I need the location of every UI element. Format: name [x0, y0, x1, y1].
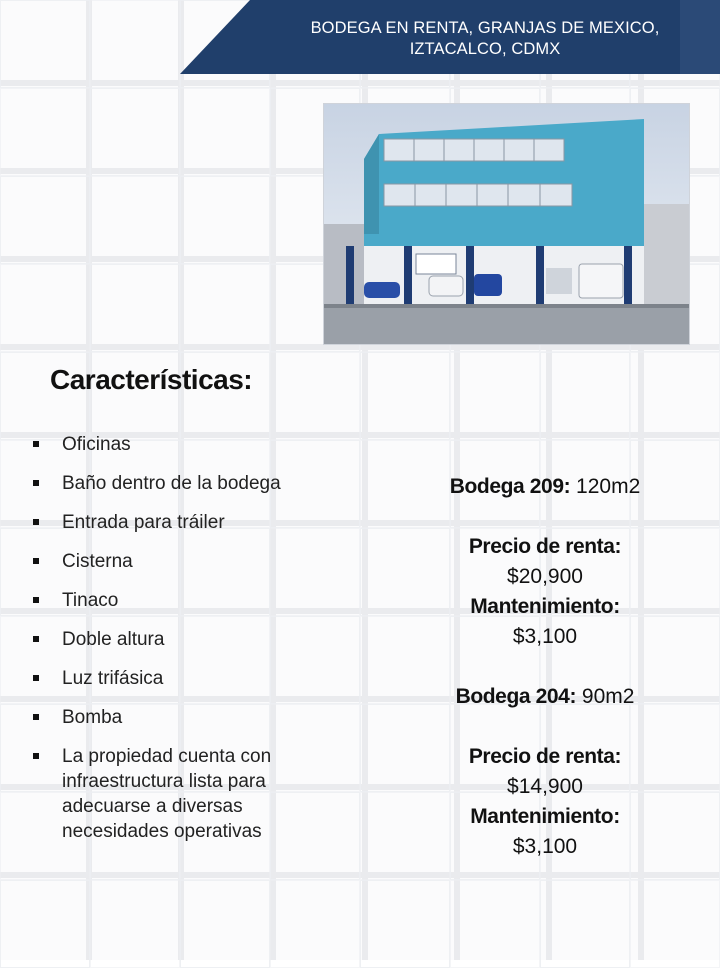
feature-text: Tinaco — [62, 590, 119, 611]
background-tile — [270, 880, 360, 968]
feature-text: Doble altura — [62, 629, 165, 650]
background-tile — [90, 176, 180, 264]
background-tile — [180, 176, 270, 264]
warehouse-photo — [323, 103, 690, 345]
background-tile — [540, 352, 630, 440]
background-tile — [450, 880, 540, 968]
features-list — [30, 432, 330, 858]
list-item — [30, 588, 330, 613]
unit-209 — [425, 472, 665, 652]
feature-text: Entrada para tráiler — [62, 512, 225, 533]
background-tile — [0, 88, 90, 176]
feature-text: La propiedad cuenta con infraestructura lista para adecuarse a diversas necesidades operativas — [62, 746, 272, 842]
spacer — [425, 502, 665, 532]
list-item — [30, 705, 330, 730]
list-item — [30, 471, 330, 496]
page-title — [255, 18, 715, 60]
bullet-icon — [33, 558, 39, 564]
background-tile — [630, 880, 720, 968]
title-line-2: IZTACALCO, CDMX — [409, 40, 561, 58]
list-item — [30, 744, 330, 844]
title-line-1: BODEGA EN RENTA, GRANJAS DE MEXICO, — [310, 19, 660, 37]
bullet-icon — [33, 519, 39, 525]
background-tile — [90, 88, 180, 176]
unit-204 — [425, 682, 665, 862]
background-tile — [0, 264, 90, 352]
pricing-column — [425, 472, 665, 862]
list-item — [30, 510, 330, 535]
bullet-icon — [33, 714, 39, 720]
rent-value: $14,900 — [507, 775, 583, 798]
list-item — [30, 627, 330, 652]
list-item — [30, 549, 330, 574]
spacer — [425, 712, 665, 742]
feature-text: Bomba — [62, 707, 123, 728]
bullet-icon — [33, 441, 39, 447]
feature-text: Oficinas — [62, 434, 131, 455]
rent-label: Precio de renta: — [468, 535, 622, 558]
maintenance-label: Mantenimiento: — [470, 805, 620, 828]
background-tile — [270, 352, 360, 440]
background-tile — [0, 880, 90, 968]
unit-209-header — [425, 472, 665, 502]
background-tile — [90, 0, 180, 88]
bullet-icon — [33, 636, 39, 642]
background-tile — [0, 176, 90, 264]
feature-text: Luz trifásica — [62, 668, 164, 689]
background-tile — [540, 880, 630, 968]
spacer — [425, 652, 665, 682]
unit-name-label: Bodega 209: — [449, 475, 571, 498]
maintenance-value: $3,100 — [512, 625, 578, 648]
unit-204-header — [425, 682, 665, 712]
section-title: Características: — [50, 364, 253, 395]
bullet-icon — [33, 675, 39, 681]
background-tile — [180, 88, 270, 176]
bullet-icon — [33, 597, 39, 603]
background-tile — [0, 0, 90, 88]
unit-area: 120m2 — [576, 475, 641, 498]
background-tile — [180, 264, 270, 352]
background-tile — [180, 880, 270, 968]
background-tile — [360, 880, 450, 968]
unit-name-label: Bodega 204: — [455, 685, 577, 708]
background-tile — [450, 352, 540, 440]
list-item — [30, 432, 330, 457]
maintenance-value: $3,100 — [512, 835, 578, 858]
rent-value: $20,900 — [507, 565, 583, 588]
background-tile — [630, 352, 720, 440]
feature-text: Cisterna — [62, 551, 133, 572]
maintenance-label: Mantenimiento: — [470, 595, 620, 618]
bullet-icon — [33, 753, 39, 759]
bullet-icon — [33, 480, 39, 486]
background-tile — [90, 264, 180, 352]
list-item — [30, 666, 330, 691]
unit-area: 90m2 — [581, 685, 635, 708]
rent-label: Precio de renta: — [468, 745, 622, 768]
background-tile — [360, 352, 450, 440]
background-tile — [90, 880, 180, 968]
feature-text: Baño dentro de la bodega — [62, 473, 281, 494]
